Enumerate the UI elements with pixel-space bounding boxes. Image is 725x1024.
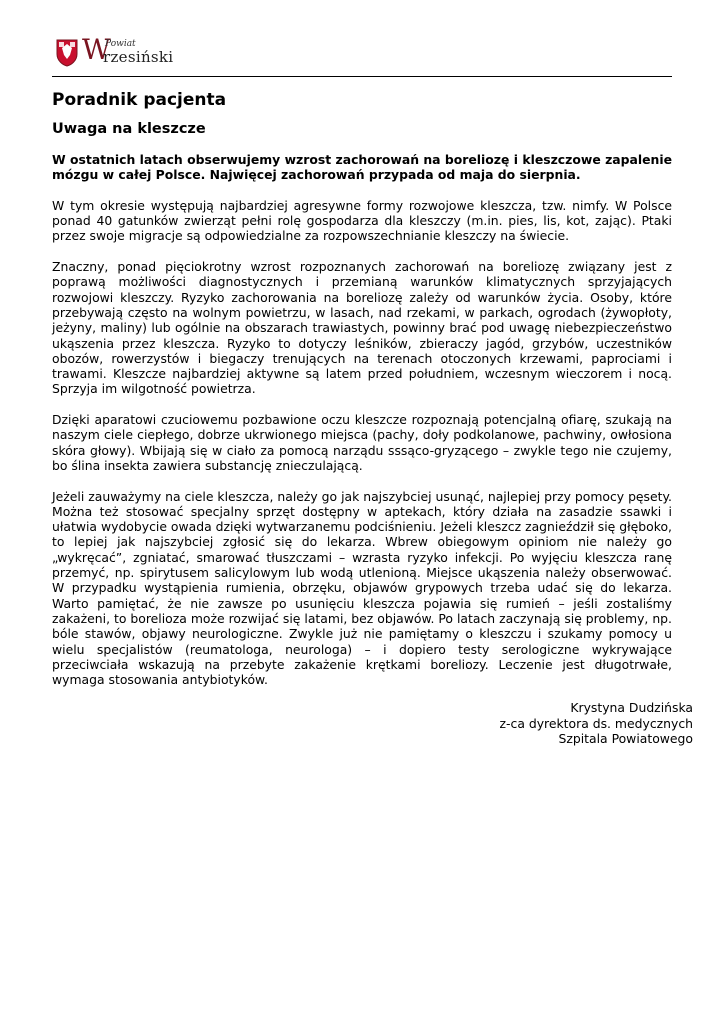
- lead-paragraph: W ostatnich latach obserwujemy wzrost zachorowań na boreliozę i kleszczowe zapalenie mózgu w całej Polsce. Najwięcej zachorowań przypada od maja do sierpnia.: [52, 152, 672, 183]
- article-body: [52, 152, 672, 703]
- paragraph-bite: Dzięki aparatowi czuciowemu pozbawione oczu kleszcze rozpoznają potencjalną ofiarę, szukają na naszym ciele ciepłego, dobrze ukrwionego miejsca (pachy, doły podkolanowe, pachwiny, owłosiona skóra głowy). Wbijają się w ciało za pomocą narządu sssąco-gryzącego – zwykle tego nie czujemy, bo ślina insekta zawiera substancję znieczulającą.: [52, 412, 672, 473]
- paragraph-risk: Znaczny, ponad pięciokrotny wzrost rozpoznanych zachorowań na boreliozę związany jest z poprawą możliwości diagnostycznych i przemianą warunków klimatycznych sprzyjających rozwojowi kleszczy. Ryzyko zachorowania na boreliozę zależy od warunków życia. Osoby, które przebywają często na wolnym powietrzu, w lasach, nad rzekami, w parkach, ogrodach (żywopłoty, jeżyny, maliny) lub ogólnie na obszarach trawiastych, powinny brać pod uwagę niebezpieczeństwo ukąszenia przez kleszcza. Ryzyko to dotyczy leśników, zbieraczy jagód, grzybów, uczestników obozów, rowerzystów i biegaczy trenujących na terenach otoczonych krzewami, paprociami i trawami. Kleszcze najbardziej aktywne są latem przed południem, wczesnym wieczorem i nocą. Sprzyja im wilgotność powietrza.: [52, 259, 672, 397]
- logo-initial: W: [82, 33, 111, 66]
- logo-wordmark: [82, 33, 182, 67]
- logo: [56, 33, 182, 67]
- paragraph-removal: Jeżeli zauważymy na ciele kleszcza, należy go jak najszybciej usunąć, najlepiej przy pomocy pęsety. Można też stosować specjalny sprzęt dostępny w aptekach, który działa na zasadzie ssawki i ułatwia wydobycie owada dzięki wytwarzanemu podciśnieniu. Jeżeli kleszcz zagnieździł się głęboko, to lepiej jak najszybciej zgłosić się do lekarza. Wbrew obiegowym opiniom nie należy go „wykręcać”, zgniatać, smarować tłuszczami – wzrasta ryzyko infekcji. Po wyjęciu kleszcza ranę przemyć, np. spirytusem salicylowym lub wodą utlenioną. Miejsce ukąszenia należy obserwować. W przypadku wystąpienia rumienia, obrzęku, objawów grypowych trzeba udać się do lekarza. Warto pamiętać, że nie zawsze po usunięciu kleszcza pojawia się rumień – jeśli zostaliśmy zakażeni, to borelioza może rozwijać się latami, bez objawów. Po latach zaczynają się problemy, np. bóle stawów, objawy neurologiczne. Zwykle już nie pamiętamy o kleszczu i szukamy pomocy u wielu specjalistów (reumatologa, neurologa) – i dopiero testy serologiczne wykrywające przeciwciała wskazują na przebyte zakażenie krętkami boreliozy. Leczenie jest długotrwałe, wymaga stosowania antybiotyków.: [52, 488, 672, 688]
- signature-institution: Szpitala Powiatowego: [558, 731, 693, 747]
- page-title: Poradnik pacjenta: [52, 90, 227, 110]
- page-subtitle: Uwaga na kleszcze: [52, 121, 206, 137]
- logo-powiat: Powiat: [105, 39, 136, 49]
- paragraph-nymphs: W tym okresie występują najbardziej agresywne formy rozwojowe kleszcza, tzw. nimfy. W Polsce ponad 40 gatunków zwierząt pełni rolę gospodarza dla kleszczy (m.in. pies, lis, kot, zając). Ptaki przez swoje migracje są odpowiedzialne za rozpowszechnianie kleszczy na świecie.: [52, 197, 672, 244]
- coat-of-arms-icon: [56, 39, 78, 67]
- signature-position: z-ca dyrektora ds. medycznych: [499, 715, 693, 731]
- signature-name: Krystyna Dudzińska: [570, 700, 693, 715]
- page-header: [52, 34, 672, 77]
- signature-block: [500, 700, 693, 747]
- logo-name: rzesiński: [103, 48, 174, 66]
